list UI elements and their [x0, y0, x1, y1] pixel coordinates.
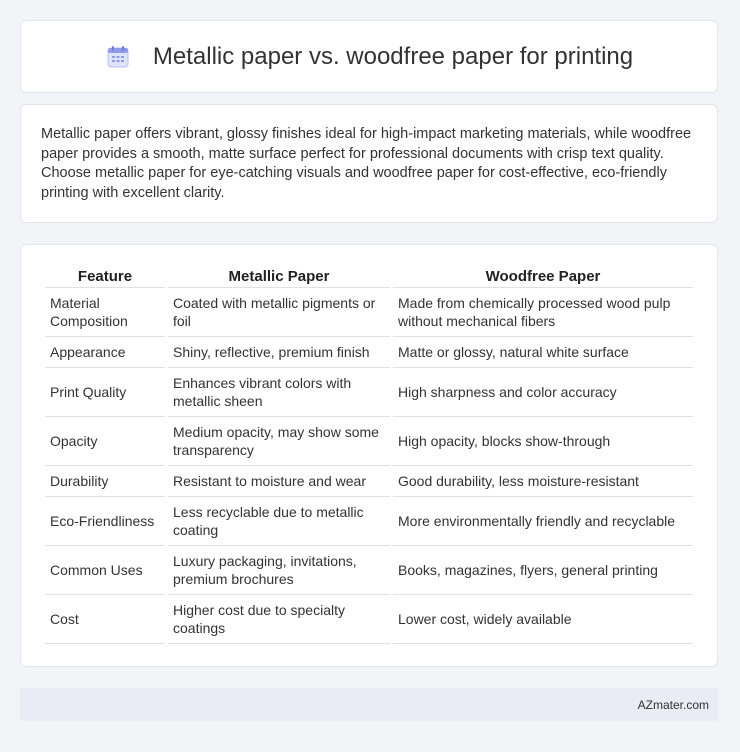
metallic-cell: Less recyclable due to metallic coating: [168, 497, 390, 546]
feature-cell: Common Uses: [45, 546, 165, 595]
feature-cell: Material Composition: [45, 288, 165, 337]
metallic-cell: Coated with metallic pigments or foil: [168, 288, 390, 337]
feature-cell: Print Quality: [45, 368, 165, 417]
table-row: [45, 595, 693, 644]
woodfree-cell: Lower cost, widely available: [393, 595, 693, 644]
calendar-icon: [105, 44, 131, 70]
table-row: [45, 368, 693, 417]
woodfree-cell: Good durability, less moisture-resistant: [393, 466, 693, 497]
metallic-cell: Higher cost due to specialty coatings: [168, 595, 390, 644]
table-row: [45, 546, 693, 595]
woodfree-cell: Made from chemically processed wood pulp without mechanical fibers: [393, 288, 693, 337]
metallic-cell: Medium opacity, may show some transparency: [168, 417, 390, 466]
header-feature: Feature: [45, 263, 165, 288]
table-header-row: [45, 263, 693, 288]
woodfree-cell: More environmentally friendly and recyclable: [393, 497, 693, 546]
table-row: [45, 497, 693, 546]
footer-brand: AZmater.com: [637, 697, 709, 712]
header-woodfree: Woodfree Paper: [393, 263, 693, 288]
table-row: [45, 288, 693, 337]
title-wrap: [105, 43, 633, 71]
woodfree-cell: High opacity, blocks show-through: [393, 417, 693, 466]
metallic-cell: Resistant to moisture and wear: [168, 466, 390, 497]
comparison-table: [42, 263, 696, 644]
intro-text: Metallic paper offers vibrant, glossy finishes ideal for high-impact marketing materials, while woodfree paper provides a smooth, matte surface perfect for professional documents with crisp text quality. Choose metallic paper for eye-catching visuals and woodfree paper for cost-effective, eco-friendly printing with excellent clarity.: [41, 126, 692, 201]
metallic-cell: Shiny, reflective, premium finish: [168, 337, 390, 368]
woodfree-cell: High sharpness and color accuracy: [393, 368, 693, 417]
page-title: Metallic paper vs. woodfree paper for printing: [152, 42, 634, 70]
feature-cell: Durability: [45, 466, 165, 497]
metallic-cell: Luxury packaging, invitations, premium brochures: [168, 546, 390, 595]
feature-cell: Opacity: [45, 417, 165, 466]
intro-card: [20, 104, 718, 223]
footer: [20, 688, 718, 721]
feature-cell: Cost: [45, 595, 165, 644]
table-row: [45, 466, 693, 497]
woodfree-cell: Matte or glossy, natural white surface: [393, 337, 693, 368]
title-card: [20, 20, 718, 93]
header-metallic: Metallic Paper: [168, 263, 390, 288]
table-row: [45, 417, 693, 466]
feature-cell: Appearance: [45, 337, 165, 368]
feature-cell: Eco-Friendliness: [45, 497, 165, 546]
metallic-cell: Enhances vibrant colors with metallic sheen: [168, 368, 390, 417]
comparison-card: [20, 244, 718, 667]
table-row: [45, 337, 693, 368]
woodfree-cell: Books, magazines, flyers, general printing: [393, 546, 693, 595]
